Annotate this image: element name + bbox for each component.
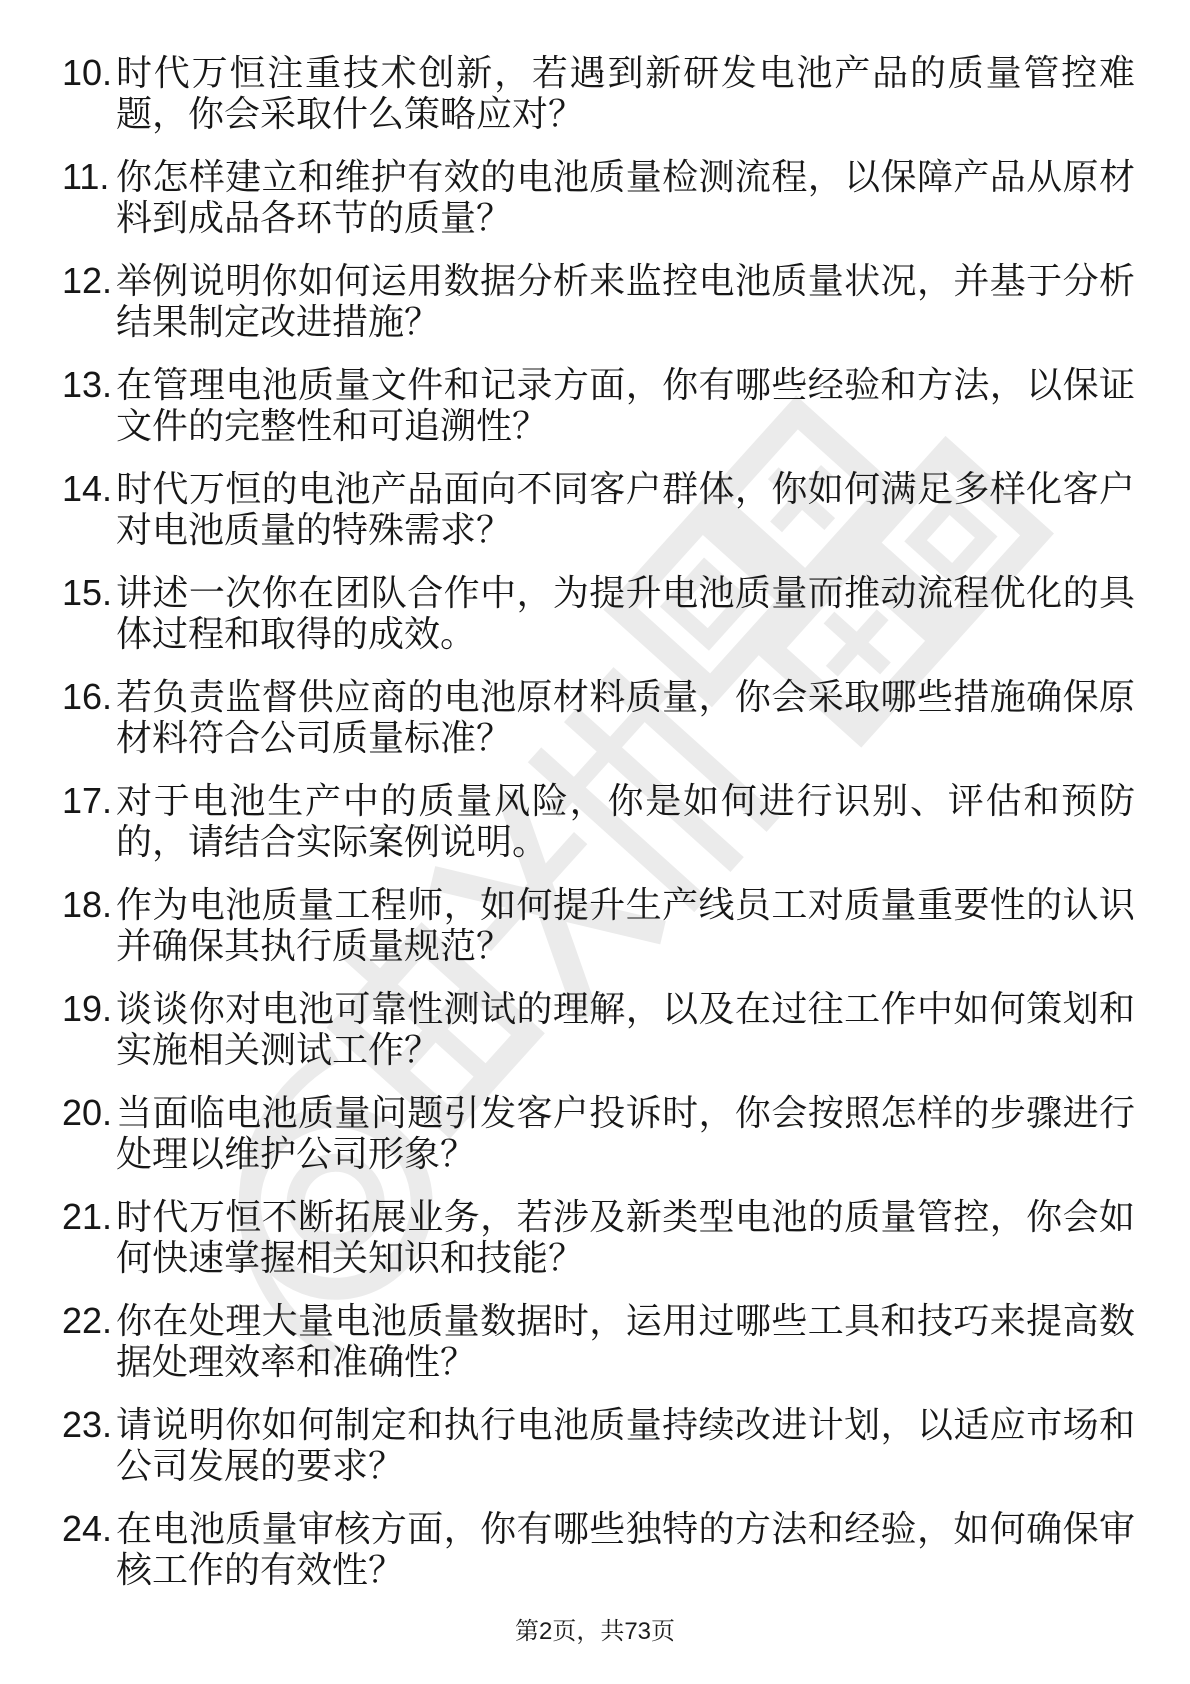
question-item [62, 1092, 1135, 1174]
question-number: 11. [62, 156, 110, 197]
question-number: 18. [62, 884, 113, 925]
question-item [62, 156, 1135, 238]
question-text: 在电池质量审核方面，你有哪些独特的方法和经验，如何确保审核工作的有效性？ [116, 1508, 1135, 1590]
question-item [62, 676, 1135, 758]
question-item [62, 260, 1135, 342]
page-footer: 第2页，共73页 [514, 1618, 676, 1645]
question-item [62, 572, 1135, 654]
question-item [62, 52, 1135, 134]
question-text: 讲述一次你在团队合作中，为提升电池质量而推动流程优化的具体过程和取得的成效。 [116, 572, 1135, 654]
question-item [62, 780, 1135, 862]
questions-list-container [62, 52, 1135, 1612]
questions-list [62, 52, 1135, 1590]
question-item [62, 988, 1135, 1070]
question-number: 15. [62, 572, 113, 613]
question-item [62, 884, 1135, 966]
question-item [62, 1508, 1135, 1590]
question-text: 举例说明你如何运用数据分析来监控电池质量状况，并基于分析结果制定改进措施？ [116, 260, 1135, 342]
question-number: 22. [62, 1300, 113, 1341]
question-number: 12. [62, 260, 113, 301]
question-text: 你怎样建立和维护有效的电池质量检测流程，以保障产品从原材料到成品各环节的质量？ [116, 156, 1135, 238]
question-item [62, 364, 1135, 446]
question-text: 若负责监督供应商的电池原材料质量，你会采取哪些措施确保原材料符合公司质量标准？ [116, 676, 1135, 758]
question-text: 你在处理大量电池质量数据时，运用过哪些工具和技巧来提高数据处理效率和准确性？ [116, 1300, 1135, 1382]
question-number: 14. [62, 468, 113, 509]
question-number: 19. [62, 988, 113, 1029]
question-text: 时代万恒的电池产品面向不同客户群体，你如何满足多样化客户对电池质量的特殊需求？ [116, 468, 1135, 550]
question-text: 在管理电池质量文件和记录方面，你有哪些经验和方法，以保证文件的完整性和可追溯性？ [116, 364, 1135, 446]
question-item [62, 1404, 1135, 1486]
question-item [62, 1196, 1135, 1278]
question-text: 时代万恒不断拓展业务，若涉及新类型电池的质量管控，你会如何快速掌握相关知识和技能？ [116, 1196, 1135, 1278]
question-item [62, 468, 1135, 550]
question-number: 17. [62, 780, 113, 821]
question-number: 13. [62, 364, 113, 405]
question-number: 16. [62, 676, 113, 717]
question-text: 谈谈你对电池可靠性测试的理解，以及在过往工作中如何策划和实施相关测试工作？ [116, 988, 1135, 1070]
question-text: 当面临电池质量问题引发客户投诉时，你会按照怎样的步骤进行处理以维护公司形象？ [116, 1092, 1135, 1174]
question-text: 时代万恒注重技术创新，若遇到新研发电池产品的质量管控难题，你会采取什么策略应对？ [116, 52, 1135, 134]
question-number: 20. [62, 1092, 113, 1133]
question-number: 23. [62, 1404, 113, 1445]
question-item [62, 1300, 1135, 1382]
question-number: 10. [62, 52, 113, 93]
question-text: 请说明你如何制定和执行电池质量持续改进计划，以适应市场和公司发展的要求？ [116, 1404, 1135, 1486]
question-number: 21. [62, 1196, 113, 1237]
question-text: 对于电池生产中的质量风险，你是如何进行识别、评估和预防的，请结合实际案例说明。 [116, 780, 1135, 862]
question-text: 作为电池质量工程师，如何提升生产线员工对质量重要性的认识并确保其执行质量规范？ [116, 884, 1135, 966]
question-number: 24. [62, 1508, 113, 1549]
